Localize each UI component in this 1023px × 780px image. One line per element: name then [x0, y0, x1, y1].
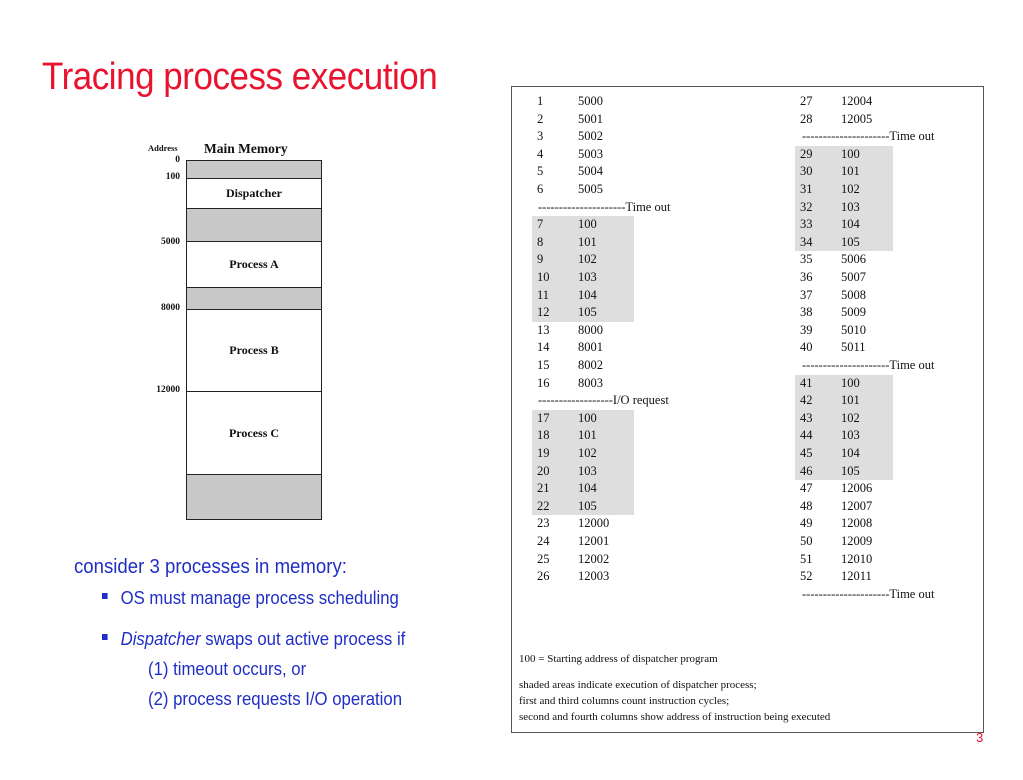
trace-cycle: 35 [800, 252, 813, 267]
trace-cycle: 14 [537, 340, 550, 355]
trace-row [795, 199, 893, 217]
trace-address: 5002 [578, 129, 603, 144]
address-8000: 8000 [161, 303, 180, 313]
trace-cycle: 18 [537, 428, 550, 443]
trace-address: 5009 [841, 305, 866, 320]
bullet-item-2 [102, 629, 405, 650]
trace-row [532, 480, 634, 498]
trace-cycle: 41 [800, 375, 813, 390]
trace-row [795, 427, 893, 445]
trace-cycle: 37 [800, 287, 813, 302]
address-label: Address [148, 143, 178, 153]
trace-cycle: 21 [537, 481, 550, 496]
trace-cycle: 51 [800, 551, 813, 566]
address-12000: 12000 [156, 385, 180, 395]
trace-address: 12003 [578, 569, 610, 584]
trace-address: 12002 [578, 551, 610, 566]
trace-cycle: 2 [537, 111, 544, 126]
trace-cycle: 34 [800, 234, 813, 249]
address-0: 0 [175, 155, 180, 165]
trace-address: 5003 [578, 146, 603, 161]
trace-row [532, 463, 634, 481]
trace-address: 100 [841, 146, 860, 161]
trace-address: 8000 [578, 322, 603, 337]
trace-row [532, 410, 634, 428]
trace-row [532, 375, 634, 393]
trace-row [532, 181, 634, 199]
trace-cycle: 31 [800, 182, 813, 196]
trace-address: 103 [841, 428, 860, 443]
trace-cycle: 28 [800, 111, 813, 126]
trace-row [532, 533, 634, 551]
trace-address: 104 [841, 217, 860, 232]
trace-address: 104 [841, 446, 860, 460]
trace-row [795, 568, 893, 586]
trace-cycle: 36 [800, 270, 813, 284]
trace-cycle: 10 [537, 270, 550, 284]
trace-cycle: 46 [800, 463, 813, 478]
trace-row [532, 322, 634, 340]
bullet-intro: consider 3 processes in memory: [74, 556, 347, 578]
trace-row [532, 445, 634, 463]
trace-cycle: 43 [800, 410, 813, 425]
bullet-item-2-text: swaps out active process if [200, 629, 406, 649]
trace-row [795, 480, 893, 498]
trace-cycle: 44 [800, 428, 813, 443]
trace-address: 100 [578, 410, 597, 425]
trace-address: 101 [578, 234, 597, 249]
main-memory-heading: Main Memory [204, 141, 288, 156]
trace-address: 5000 [578, 94, 603, 108]
trace-row [532, 427, 634, 445]
trace-row [532, 128, 634, 146]
trace-row [532, 216, 634, 234]
trace-cycle: 1 [537, 94, 544, 108]
trace-row [532, 498, 634, 516]
trace-cycle: 30 [800, 164, 813, 179]
trace-row [795, 463, 893, 481]
trace-cycle: 42 [800, 393, 813, 408]
trace-cycle: 19 [537, 446, 550, 460]
trace-cycle: 23 [537, 516, 550, 531]
trace-cycle: 12 [537, 305, 550, 320]
trace-row [795, 181, 893, 199]
trace-row [532, 515, 634, 533]
trace-address: 12006 [841, 481, 873, 496]
trace-note-address-columns: second and fourth columns show address of instruction being executed [519, 711, 831, 723]
trace-address: 102 [841, 182, 860, 196]
memory-block-free-3 [186, 475, 322, 520]
execution-trace-table [511, 86, 984, 733]
trace-event-marker: ---------------------Time out [802, 129, 935, 144]
bullet-item-1-text: OS must manage process scheduling [120, 588, 399, 608]
trace-cycle: 38 [800, 305, 813, 320]
trace-row [795, 375, 893, 393]
trace-address: 8003 [578, 375, 603, 390]
trace-row [532, 269, 634, 287]
trace-cycle: 22 [537, 498, 550, 513]
address-5000: 5000 [161, 237, 180, 247]
trace-note-cycle-columns: first and third columns count instruction cycles; [519, 695, 730, 707]
trace-cycle: 6 [537, 182, 544, 196]
bullet-item-1 [102, 588, 399, 609]
trace-row [532, 551, 634, 569]
trace-cycle: 25 [537, 551, 550, 566]
memory-block-free-1 [186, 209, 322, 242]
trace-cycle: 39 [800, 322, 813, 337]
trace-row [795, 269, 893, 287]
trace-address: 5011 [841, 340, 866, 355]
trace-address: 105 [578, 498, 597, 513]
trace-row [532, 339, 634, 357]
trace-row [532, 304, 634, 322]
trace-event-marker: ------------------I/O request [538, 393, 669, 408]
trace-row [795, 287, 893, 305]
memory-block-process-a: Process A [186, 242, 322, 288]
trace-address: 101 [578, 428, 597, 443]
trace-row [532, 287, 634, 305]
trace-cycle: 11 [537, 287, 550, 302]
trace-event-marker: ---------------------Time out [802, 358, 935, 372]
trace-address: 12007 [841, 498, 873, 513]
trace-address: 12009 [841, 534, 873, 548]
trace-address: 12005 [841, 111, 873, 126]
trace-row [532, 146, 634, 164]
trace-address: 8002 [578, 358, 603, 372]
trace-row [795, 322, 893, 340]
bullet-item-2-emphasis: Dispatcher [120, 629, 201, 649]
trace-row [795, 445, 893, 463]
trace-cycle: 32 [800, 199, 813, 214]
trace-cycle: 5 [537, 164, 544, 179]
trace-cycle: 40 [800, 340, 813, 355]
trace-row [795, 234, 893, 252]
trace-row [795, 515, 893, 533]
trace-address: 5004 [578, 164, 603, 179]
trace-row [532, 93, 634, 111]
trace-address: 104 [578, 481, 597, 496]
trace-cycle: 15 [537, 358, 550, 372]
trace-address: 103 [578, 463, 597, 478]
trace-cycle: 13 [537, 322, 550, 337]
trace-address: 12008 [841, 516, 873, 531]
address-100: 100 [165, 172, 180, 182]
trace-row [795, 163, 893, 181]
trace-row [795, 111, 893, 129]
trace-address: 5010 [841, 322, 866, 337]
trace-address: 5008 [841, 287, 866, 302]
trace-event-marker: ---------------------Time out [538, 199, 671, 214]
trace-row [532, 234, 634, 252]
trace-cycle: 8 [537, 234, 544, 249]
trace-row [795, 339, 893, 357]
trace-cycle: 20 [537, 463, 550, 478]
trace-address: 103 [578, 270, 597, 284]
slide-title: Tracing process execution [42, 56, 438, 98]
trace-cycle: 50 [800, 534, 813, 548]
trace-row [795, 410, 893, 428]
bullet-sub-1: (1) timeout occurs, or [148, 659, 307, 679]
trace-cycle: 48 [800, 498, 813, 513]
trace-address: 12000 [578, 516, 610, 531]
trace-address: 5006 [841, 252, 866, 267]
trace-row [795, 551, 893, 569]
bullet-sub-2: (2) process requests I/O operation [148, 689, 403, 709]
trace-row [532, 357, 634, 375]
trace-cycle: 26 [537, 569, 550, 584]
trace-address: 102 [578, 446, 597, 460]
trace-address: 12004 [841, 94, 873, 108]
trace-cycle: 52 [800, 569, 813, 584]
trace-address: 101 [841, 164, 860, 179]
memory-block-process-c: Process C [186, 392, 322, 475]
trace-address: 5001 [578, 111, 603, 126]
memory-block-dispatcher: Dispatcher [186, 179, 322, 209]
trace-event-marker: ---------------------Time out [802, 586, 935, 601]
trace-address: 105 [841, 463, 860, 478]
trace-row [532, 568, 634, 586]
trace-cycle: 16 [537, 375, 550, 390]
trace-cycle: 47 [800, 481, 813, 496]
trace-row [795, 251, 893, 269]
trace-row [532, 251, 634, 269]
trace-address: 103 [841, 199, 860, 214]
trace-note-dispatcher-address: 100 = Starting address of dispatcher program [519, 653, 718, 665]
trace-cycle: 29 [800, 146, 813, 161]
trace-address: 5005 [578, 182, 603, 196]
trace-cycle: 24 [537, 534, 550, 548]
trace-address: 102 [841, 410, 860, 425]
trace-cycle: 45 [800, 446, 813, 460]
trace-row [532, 163, 634, 181]
trace-address: 8001 [578, 340, 603, 355]
memory-block-os [186, 160, 322, 179]
page-number: 3 [976, 730, 984, 745]
trace-address: 105 [578, 305, 597, 320]
trace-row [795, 498, 893, 516]
trace-row [795, 392, 893, 410]
memory-block-free-2 [186, 288, 322, 310]
trace-row [795, 533, 893, 551]
trace-cycle: 49 [800, 516, 813, 531]
trace-address: 102 [578, 252, 597, 267]
trace-cycle: 27 [800, 94, 813, 108]
trace-address: 104 [578, 287, 597, 302]
trace-address: 100 [841, 375, 860, 390]
trace-address: 100 [578, 217, 597, 232]
trace-address: 12010 [841, 551, 873, 566]
trace-row [795, 146, 893, 164]
trace-cycle: 4 [537, 146, 544, 161]
trace-row [795, 304, 893, 322]
memory-block-process-b: Process B [186, 310, 322, 392]
trace-address: 101 [841, 393, 860, 408]
trace-address: 105 [841, 234, 860, 249]
trace-row [795, 216, 893, 234]
trace-address: 5007 [841, 270, 866, 284]
trace-cycle: 17 [537, 410, 550, 425]
trace-address: 12001 [578, 534, 610, 548]
trace-cycle: 7 [537, 217, 544, 232]
trace-note-shaded: shaded areas indicate execution of dispatcher process; [519, 679, 757, 691]
bullet-marker-icon [102, 634, 108, 640]
trace-cycle: 33 [800, 217, 813, 232]
trace-cycle: 3 [537, 129, 544, 144]
trace-address: 12011 [841, 569, 872, 584]
trace-row [532, 111, 634, 129]
bullet-marker-icon [102, 593, 108, 599]
trace-row [795, 93, 893, 111]
trace-cycle: 9 [537, 252, 544, 267]
